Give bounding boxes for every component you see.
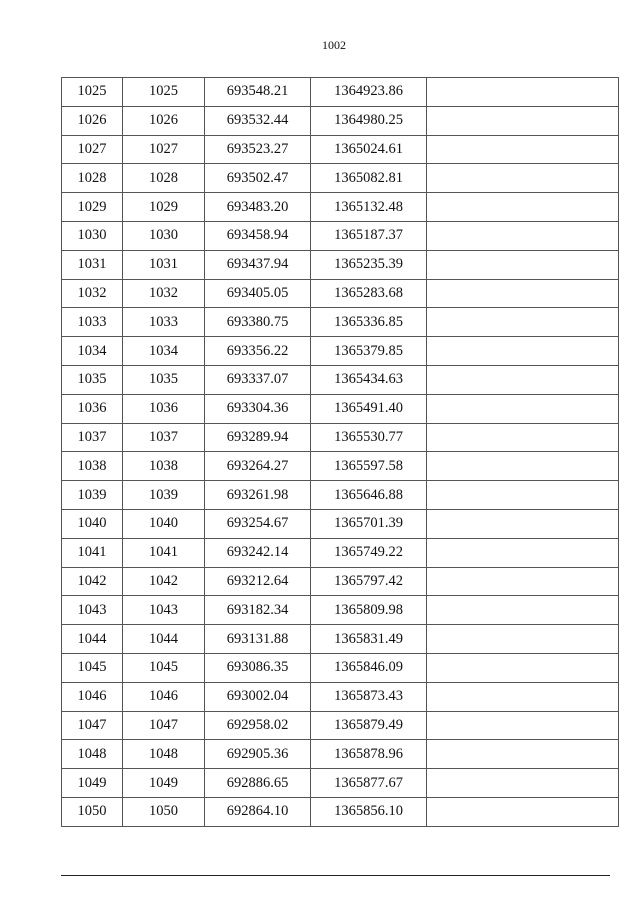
table-cell: 1035 — [123, 365, 205, 394]
table-cell: 1049 — [123, 769, 205, 798]
table-cell: 1048 — [123, 740, 205, 769]
table-row — [62, 740, 619, 769]
table-cell: 1365873.43 — [311, 682, 427, 711]
table-cell: 693131.88 — [205, 625, 311, 654]
table-cell — [427, 394, 619, 423]
table-cell: 693337.07 — [205, 365, 311, 394]
table-cell: 1030 — [123, 221, 205, 250]
table-cell: 1365283.68 — [311, 279, 427, 308]
table-cell: 1047 — [62, 711, 123, 740]
table-cell — [427, 279, 619, 308]
table-cell: 1365646.88 — [311, 481, 427, 510]
table-cell: 1039 — [123, 481, 205, 510]
table-cell: 693264.27 — [205, 452, 311, 481]
table-cell: 1048 — [62, 740, 123, 769]
table-cell: 693437.94 — [205, 250, 311, 279]
table-cell: 1365846.09 — [311, 653, 427, 682]
table-cell: 1365082.81 — [311, 164, 427, 193]
table-cell: 693254.67 — [205, 509, 311, 538]
table-cell: 693002.04 — [205, 682, 311, 711]
table-cell: 1028 — [123, 164, 205, 193]
table-cell: 1046 — [123, 682, 205, 711]
table-cell: 693304.36 — [205, 394, 311, 423]
table-cell: 1365235.39 — [311, 250, 427, 279]
table-cell: 1365797.42 — [311, 567, 427, 596]
table-cell — [427, 365, 619, 394]
table-cell: 1365831.49 — [311, 625, 427, 654]
table-cell: 693458.94 — [205, 221, 311, 250]
table-cell: 1043 — [123, 596, 205, 625]
table-cell: 1025 — [123, 78, 205, 107]
table-cell — [427, 106, 619, 135]
table-cell: 1032 — [123, 279, 205, 308]
table-cell: 1049 — [62, 769, 123, 798]
table-cell: 1050 — [62, 797, 123, 826]
table-cell: 693532.44 — [205, 106, 311, 135]
table-cell: 1034 — [123, 337, 205, 366]
table-row — [62, 279, 619, 308]
coordinates-table-body — [62, 78, 619, 827]
table-cell: 1046 — [62, 682, 123, 711]
table-cell — [427, 596, 619, 625]
table-cell: 1365878.96 — [311, 740, 427, 769]
table-cell: 1364980.25 — [311, 106, 427, 135]
table-row — [62, 78, 619, 107]
table-cell: 1040 — [123, 509, 205, 538]
footer-rule — [61, 875, 610, 876]
table-cell: 693380.75 — [205, 308, 311, 337]
table-cell — [427, 221, 619, 250]
table-cell: 1027 — [123, 135, 205, 164]
table-row — [62, 481, 619, 510]
table-cell: 1037 — [62, 423, 123, 452]
table-cell: 1038 — [62, 452, 123, 481]
table-cell — [427, 164, 619, 193]
table-cell: 1365530.77 — [311, 423, 427, 452]
table-cell: 1365809.98 — [311, 596, 427, 625]
table-cell: 1044 — [123, 625, 205, 654]
table-cell: 693242.14 — [205, 538, 311, 567]
table-cell — [427, 740, 619, 769]
table-cell — [427, 625, 619, 654]
table-cell — [427, 193, 619, 222]
table-cell — [427, 682, 619, 711]
table-cell: 1365336.85 — [311, 308, 427, 337]
table-cell: 693523.27 — [205, 135, 311, 164]
table-cell: 692958.02 — [205, 711, 311, 740]
table-cell: 1043 — [62, 596, 123, 625]
table-cell: 1365879.49 — [311, 711, 427, 740]
table-row — [62, 337, 619, 366]
table-cell — [427, 452, 619, 481]
table-row — [62, 567, 619, 596]
table-cell: 1045 — [62, 653, 123, 682]
table-cell: 1040 — [62, 509, 123, 538]
table-cell: 1365856.10 — [311, 797, 427, 826]
table-cell: 1365434.63 — [311, 365, 427, 394]
table-cell: 1032 — [62, 279, 123, 308]
table-row — [62, 452, 619, 481]
table-cell: 1365187.37 — [311, 221, 427, 250]
table-cell — [427, 308, 619, 337]
table-row — [62, 250, 619, 279]
table-row — [62, 711, 619, 740]
table-cell — [427, 797, 619, 826]
table-cell: 1036 — [62, 394, 123, 423]
table-cell: 1036 — [123, 394, 205, 423]
table-row — [62, 625, 619, 654]
table-row — [62, 308, 619, 337]
table-cell — [427, 337, 619, 366]
table-cell — [427, 538, 619, 567]
table-row — [62, 423, 619, 452]
table-cell: 1033 — [123, 308, 205, 337]
table-row — [62, 769, 619, 798]
table-cell: 693356.22 — [205, 337, 311, 366]
table-cell: 692905.36 — [205, 740, 311, 769]
table-cell — [427, 769, 619, 798]
table-row — [62, 509, 619, 538]
table-row — [62, 596, 619, 625]
table-cell: 693289.94 — [205, 423, 311, 452]
table-cell: 1037 — [123, 423, 205, 452]
table-row — [62, 394, 619, 423]
table-cell: 693483.20 — [205, 193, 311, 222]
table-cell — [427, 567, 619, 596]
table-cell — [427, 653, 619, 682]
table-cell: 693086.35 — [205, 653, 311, 682]
table-cell: 1365132.48 — [311, 193, 427, 222]
page-number: 1002 — [322, 38, 346, 52]
table-cell: 1029 — [123, 193, 205, 222]
table-cell: 1365597.58 — [311, 452, 427, 481]
table-cell — [427, 481, 619, 510]
table-row — [62, 193, 619, 222]
table-cell — [427, 509, 619, 538]
table-cell: 693405.05 — [205, 279, 311, 308]
table-cell: 1025 — [62, 78, 123, 107]
table-cell: 1026 — [62, 106, 123, 135]
table-row — [62, 106, 619, 135]
table-cell — [427, 711, 619, 740]
table-cell: 1039 — [62, 481, 123, 510]
table-cell: 1030 — [62, 221, 123, 250]
table-cell: 1042 — [62, 567, 123, 596]
coordinates-table — [61, 77, 619, 827]
table-cell: 1050 — [123, 797, 205, 826]
table-cell: 1041 — [123, 538, 205, 567]
table-row — [62, 682, 619, 711]
table-cell — [427, 250, 619, 279]
table-cell: 1365379.85 — [311, 337, 427, 366]
table-cell: 1026 — [123, 106, 205, 135]
table-cell: 1029 — [62, 193, 123, 222]
table-cell: 1038 — [123, 452, 205, 481]
table-cell: 1045 — [123, 653, 205, 682]
table-row — [62, 797, 619, 826]
table-cell: 1365024.61 — [311, 135, 427, 164]
table-cell: 1044 — [62, 625, 123, 654]
table-cell: 693548.21 — [205, 78, 311, 107]
table-cell: 1034 — [62, 337, 123, 366]
table-cell: 693182.34 — [205, 596, 311, 625]
table-cell: 692886.65 — [205, 769, 311, 798]
table-cell: 1041 — [62, 538, 123, 567]
table-cell: 1365877.67 — [311, 769, 427, 798]
table-cell — [427, 135, 619, 164]
table-row — [62, 653, 619, 682]
table-cell: 1365749.22 — [311, 538, 427, 567]
table-cell: 1042 — [123, 567, 205, 596]
table-cell: 693261.98 — [205, 481, 311, 510]
table-cell: 1033 — [62, 308, 123, 337]
table-cell: 692864.10 — [205, 797, 311, 826]
table-row — [62, 365, 619, 394]
table-cell: 1047 — [123, 711, 205, 740]
table-row — [62, 538, 619, 567]
table-row — [62, 135, 619, 164]
table-cell: 1035 — [62, 365, 123, 394]
table-cell — [427, 78, 619, 107]
table-row — [62, 164, 619, 193]
table-cell: 1365491.40 — [311, 394, 427, 423]
table-cell: 693212.64 — [205, 567, 311, 596]
table-cell: 1031 — [123, 250, 205, 279]
table-cell: 693502.47 — [205, 164, 311, 193]
table-row — [62, 221, 619, 250]
table-cell: 1031 — [62, 250, 123, 279]
table-cell: 1027 — [62, 135, 123, 164]
table-cell: 1365701.39 — [311, 509, 427, 538]
table-cell — [427, 423, 619, 452]
table-cell: 1028 — [62, 164, 123, 193]
table-cell: 1364923.86 — [311, 78, 427, 107]
